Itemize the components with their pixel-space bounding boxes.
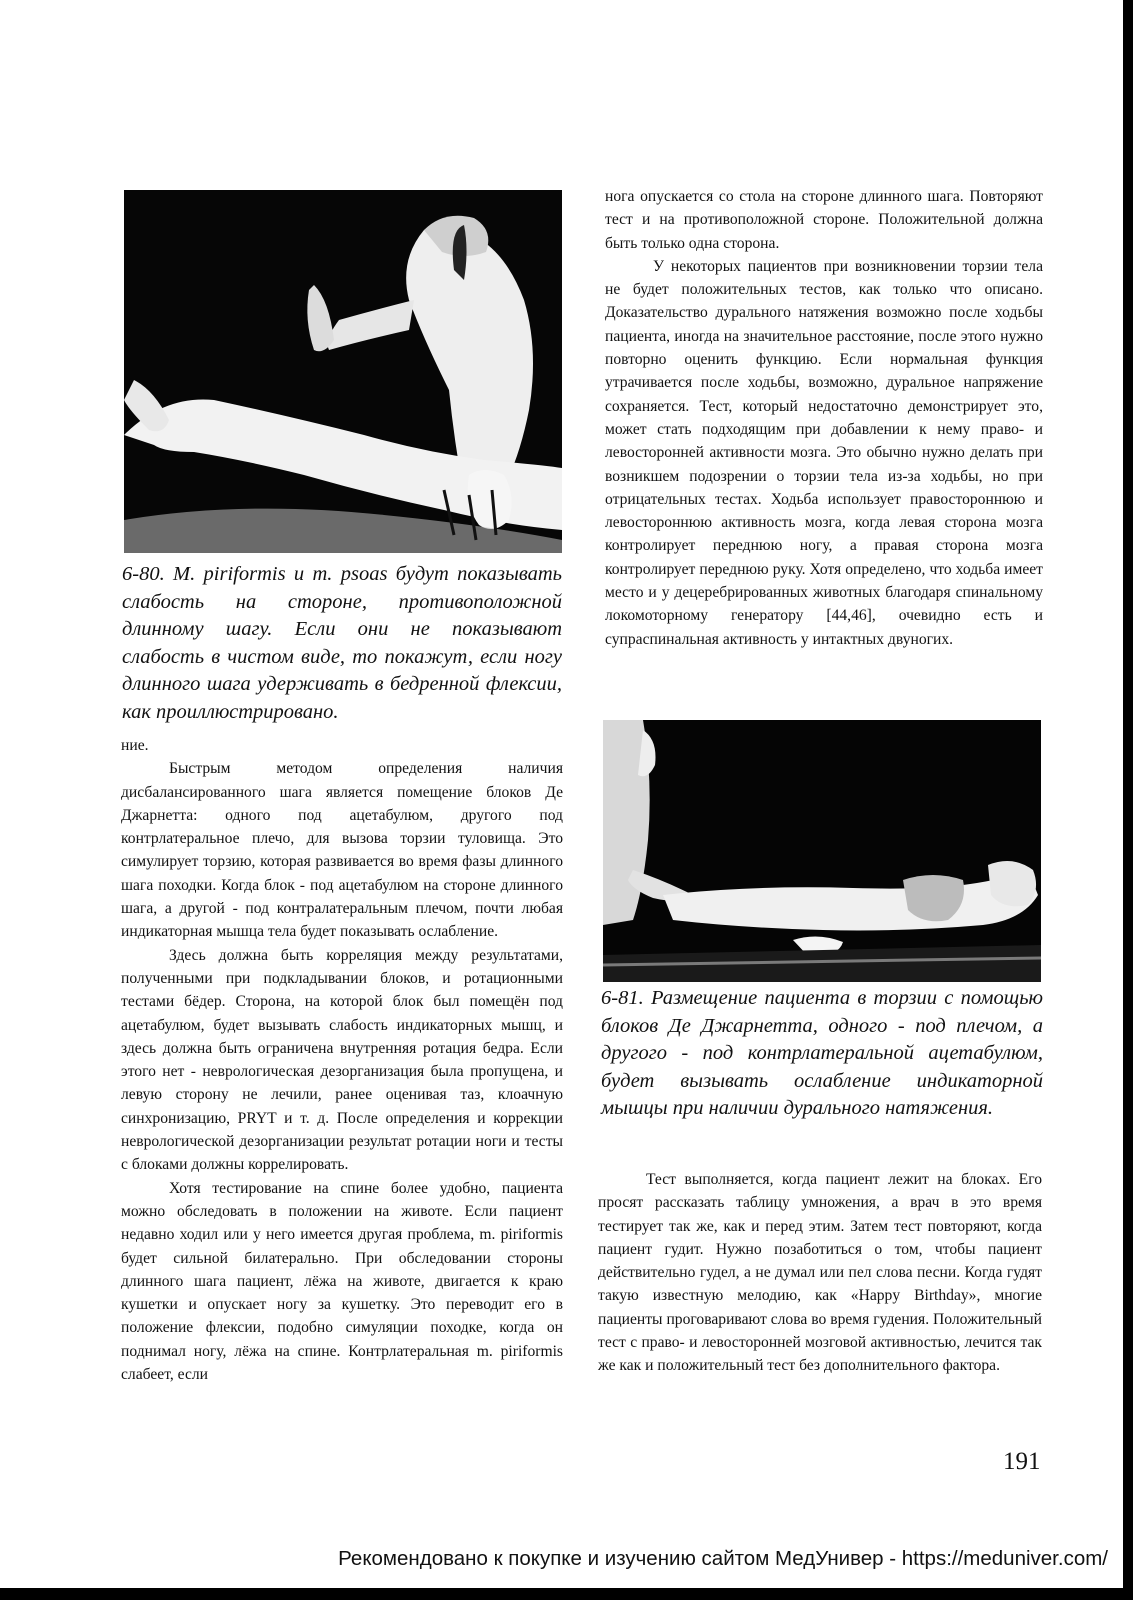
paragraph: У некоторых пациентов при возникновении торзии тела не будет положительных тестов, как только что описано. Доказательство дурального натяжения возможно после ходьбы пациента, иногда на значительное расстояние, после этого нужно повторно оценить функцию. Если нормальная функция утрачивается после ходьбы, возможно, дуральное напряжение сохраняется. Тест, который недостаточно демонстрирует это, может стать подходящим при добавлении к нему право- и левосторонней активности мозга. Это обычно нужно делать при возникшем подозрении о торзии тела из-за ходьбы, но при отрицательных тестах. Ходьба использует правостороннюю и левостороннюю активность мозга, когда левая сторона мозга контролирует переднюю ногу, а правая сторона мозга контролирует переднюю руку. Хотя определено, что ходьба имеет место и у децеребрированных животных благодаря спинальному локомоторному генератору [44,46], очевидно есть и супраспинальная активность у интактных двуногих. — [605, 257, 1043, 648]
scan-right-edge — [1123, 0, 1133, 1600]
left-text-column — [121, 734, 563, 1386]
scan-bottom-edge — [0, 1588, 1133, 1600]
figure-6-80-photo — [124, 190, 562, 553]
figure-6-81-caption: 6-81. Размещение пациента в торзии с помощью блоков Де Джарнетта, одного - под плечом, а другого - под контрлатеральной ацетабулюм, будет вызывать ослабление индикаторной мышцы при наличии дурального натяжения. — [601, 987, 1043, 1119]
paragraph: ние. — [121, 737, 149, 754]
paragraph: Тест выполняется, когда пациент лежит на блоках. Его просят рассказать таблицу умножения, а врач в это время тестирует так же, как и перед этим. Затем тест повторяют, когда пациент гудит. Нужно позаботиться о том, чтобы пациент действительно гудел, а не думал или пел слова песни. Когда гудят такую известную мелодию, как «Happy Birthday», многие пациенты проговаривают слова во время гудения. Положительный тест с право- и левосторонней мозговой активностью, лечится так же как и положительный тест без дополнительного фактора. — [598, 1171, 1042, 1375]
right-text-column-top — [605, 185, 1043, 651]
paragraph: Здесь должна быть корреляция между результатами, полученными при подкладывании блоков, и ротационными тестами бёдер. Сторона, на которой блок был помещён под ацетабулюм, будет вызывать слабость индикаторных мышц, и здесь должна быть ограничена внутренняя ротация бедра. Если этого нет - неврологическая дезорганизация была пропущена, и левую сторону не лечили, ранее оценивая таз, клоачную синхронизацию, PRYT и т. д. После определения и коррекции неврологической дезорганизации результат ротации ноги и тесты с блоками должны коррелировать. — [121, 946, 563, 1174]
figure-6-81-photo — [603, 720, 1041, 982]
paragraph: Быстрым методом определения наличия дисбалансированного шага является помещение блоков Де Джарнетта: одного под ацетабулюм, другого под контрлатеральное плечо, для вызова торзии туловища. Это симулирует торзию, которая развивается во время фазы длинного шага походки. Когда блок - под ацетабулюм на стороне длинного шага, а другой - под контралатеральным плечом, почти любая индикаторная мышца тела будет показывать ослабление. — [121, 760, 563, 941]
page-number: 191 — [1003, 1448, 1041, 1475]
right-text-column-bottom — [598, 1168, 1042, 1378]
footer-watermark: Рекомендовано к покупке и изучению сайтом МедУнивер - https://meduniver.com/ — [338, 1547, 1108, 1570]
paragraph: нога опускается со стола на стороне длинного шага. Повторяют тест и на противоположной стороне. Положительной должна быть только одна сторона. — [605, 188, 1043, 252]
paragraph: Хотя тестирование на спине более удобно, пациента можно обследовать в положении на животе. Если пациент недавно ходил или у него имеется другая проблема, m. piriformis будет сильной билатерально. При обследовании стороны длинного шага пациент, лёжа на животе, двигается к краю кушетки и опускает ногу за кушетку. Это переводит его в положение флексии, подобно симуляции походке, когда он поднимал ногу, лёжа на спине. Контрлатеральная m. piriformis слабеет, если — [121, 1179, 563, 1384]
figure-6-80-caption: 6-80. M. piriformis и m. psoas будут показывать слабость на стороне, противоположной длинному шагу. Если они не показывают слабость в чистом виде, то покажут, если ногу длинного шага удерживать в бедренной флексии, как проиллюстрировано. — [122, 563, 562, 723]
